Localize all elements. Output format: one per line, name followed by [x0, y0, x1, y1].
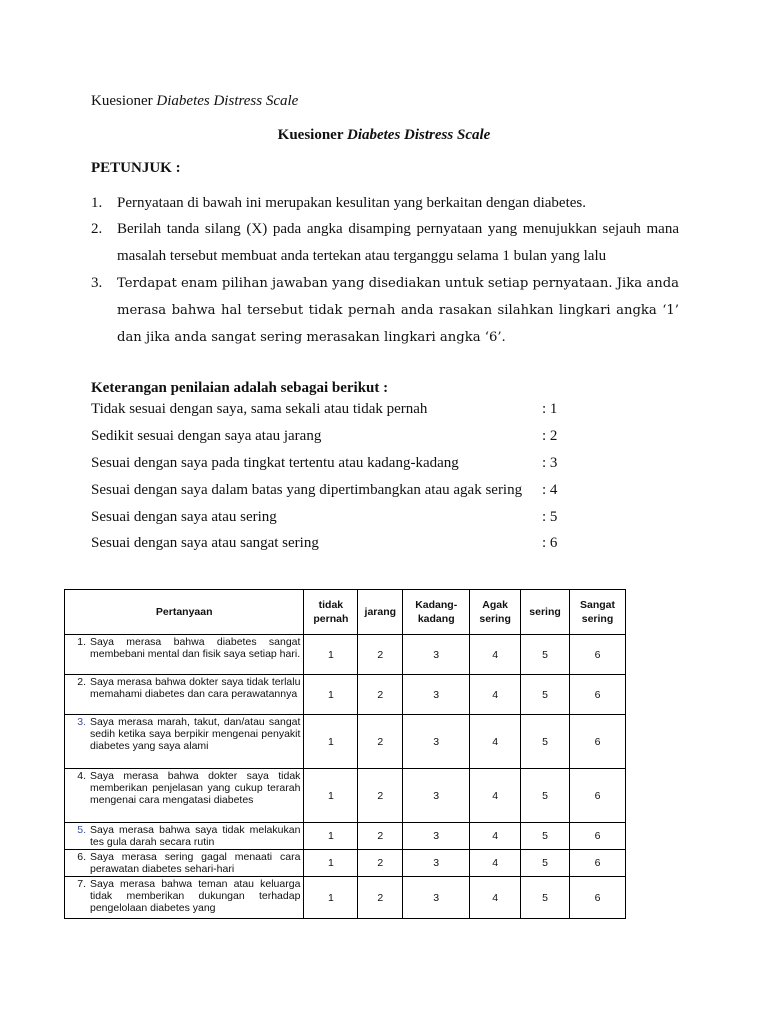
document-title-prefix: Kuesioner — [277, 127, 347, 143]
question-cell — [65, 823, 304, 850]
answer-option[interactable]: 5 — [521, 823, 570, 850]
column-header-agak-sering: Agak sering — [470, 590, 521, 635]
instruction-number: 1. — [91, 195, 103, 211]
table-row — [65, 850, 626, 877]
answer-option[interactable]: 4 — [470, 635, 521, 675]
question-text: Saya merasa bahwa saya tidak melakukan tes gula darah secara rutin — [90, 824, 301, 848]
answer-option[interactable]: 5 — [521, 769, 570, 823]
answer-option[interactable]: 5 — [521, 877, 570, 919]
answer-option[interactable]: 1 — [304, 635, 358, 675]
table-row — [65, 823, 626, 850]
table-row — [65, 769, 626, 823]
instruction-item — [91, 216, 679, 270]
table-row — [65, 877, 626, 919]
table-header-row — [65, 590, 626, 635]
question-number: 2. — [77, 676, 86, 688]
answer-option[interactable]: 3 — [403, 877, 470, 919]
question-cell — [65, 635, 304, 675]
scale-value: : 4 — [542, 482, 558, 498]
question-cell — [65, 850, 304, 877]
question-number: 6. — [77, 851, 86, 863]
answer-option[interactable]: 4 — [470, 769, 521, 823]
answer-option[interactable]: 6 — [570, 769, 626, 823]
instruction-item — [91, 190, 679, 217]
answer-option[interactable]: 5 — [521, 850, 570, 877]
instruction-text: Berilah tanda silang (X) pada angka disamping pernyataan yang menujukkan sejauh mana masalah tersebut membuat anda tertekan atau terganggu selama 1 bulan yang lalu — [117, 221, 679, 264]
answer-option[interactable]: 5 — [521, 675, 570, 715]
question-text: Saya merasa bahwa diabetes sangat membebani mental dan fisik saya setiap hari. — [90, 636, 301, 660]
answer-option[interactable]: 6 — [570, 823, 626, 850]
instruction-number: 3. — [91, 275, 103, 291]
scale-label: Sesuai dengan saya atau sangat sering — [91, 535, 319, 551]
scale-label: Sesuai dengan saya dalam batas yang dipertimbangkan atau agak sering — [91, 482, 523, 498]
answer-option[interactable]: 1 — [304, 675, 358, 715]
page-header-prefix: Kuesioner — [91, 93, 157, 109]
answer-option[interactable]: 1 — [304, 715, 358, 769]
answer-option[interactable]: 6 — [570, 635, 626, 675]
question-cell — [65, 769, 304, 823]
answer-option[interactable]: 3 — [403, 823, 470, 850]
instruction-item — [91, 270, 679, 351]
answer-option[interactable]: 6 — [570, 715, 626, 769]
document-title — [0, 127, 768, 144]
answer-option[interactable]: 3 — [403, 715, 470, 769]
question-cell — [65, 715, 304, 769]
question-number: 7. — [77, 878, 86, 890]
question-number: 1. — [77, 636, 86, 648]
question-text: Saya merasa bahwa dokter saya tidak terlalu memahami diabetes dan cara perawatannya — [90, 676, 301, 700]
answer-option[interactable]: 2 — [358, 877, 403, 919]
question-text: Saya merasa sering gagal menaati cara perawatan diabetes sehari-hari — [90, 851, 301, 875]
scale-label: Tidak sesuai dengan saya, sama sekali atau tidak pernah — [91, 401, 428, 417]
instructions-heading: PETUNJUK : — [91, 160, 181, 176]
column-header-sering: sering — [521, 590, 570, 635]
column-header-jarang: jarang — [358, 590, 403, 635]
table-row — [65, 675, 626, 715]
answer-option[interactable]: 2 — [358, 635, 403, 675]
page-header-italic: Diabetes Distress Scale — [156, 93, 299, 109]
answer-option[interactable]: 1 — [304, 823, 358, 850]
question-cell — [65, 877, 304, 919]
answer-option[interactable]: 3 — [403, 675, 470, 715]
answer-option[interactable]: 6 — [570, 850, 626, 877]
column-header-tidak-pernah: tidak pernah — [304, 590, 358, 635]
answer-option[interactable]: 4 — [470, 675, 521, 715]
answer-option[interactable]: 5 — [521, 715, 570, 769]
scale-label: Sesuai dengan saya atau sering — [91, 509, 277, 525]
question-number: 4. — [77, 770, 86, 782]
scale-value: : 2 — [542, 428, 558, 444]
answer-option[interactable]: 4 — [470, 877, 521, 919]
questionnaire-table — [64, 589, 626, 919]
scale-value: : 5 — [542, 509, 558, 525]
answer-option[interactable]: 1 — [304, 850, 358, 877]
scale-value: : 1 — [542, 401, 558, 417]
question-text: Saya merasa marah, takut, dan/atau sangat sedih ketika saya berpikir mengenai penyakit diabetes yang saya alami — [90, 716, 301, 752]
answer-option[interactable]: 1 — [304, 769, 358, 823]
table-row — [65, 635, 626, 675]
column-header-pertanyaan: Pertanyaan — [65, 590, 304, 635]
page-header — [91, 93, 298, 110]
answer-option[interactable]: 4 — [470, 850, 521, 877]
question-number: 5. — [77, 824, 86, 836]
answer-option[interactable]: 3 — [403, 769, 470, 823]
answer-option[interactable]: 4 — [470, 715, 521, 769]
question-text: Saya merasa bahwa teman atau keluarga tidak memberikan dukungan terhadap pengelolaan diabetes yang — [90, 878, 301, 914]
answer-option[interactable]: 2 — [358, 675, 403, 715]
scale-label: Sesuai dengan saya pada tingkat tertentu atau kadang-kadang — [91, 455, 459, 471]
scale-value: : 6 — [542, 535, 558, 551]
question-number: 3. — [77, 716, 86, 728]
answer-option[interactable]: 3 — [403, 850, 470, 877]
table-row — [65, 715, 626, 769]
answer-option[interactable]: 3 — [403, 635, 470, 675]
column-header-sangat-sering: Sangat sering — [570, 590, 626, 635]
answer-option[interactable]: 5 — [521, 635, 570, 675]
answer-option[interactable]: 2 — [358, 850, 403, 877]
scale-value: : 3 — [542, 455, 558, 471]
answer-option[interactable]: 2 — [358, 823, 403, 850]
instruction-text: Pernyataan di bawah ini merupakan kesulitan yang berkaitan dengan diabetes. — [117, 195, 586, 211]
scale-heading: Keterangan penilaian adalah sebagai berikut : — [91, 380, 389, 396]
answer-option[interactable]: 1 — [304, 877, 358, 919]
column-header-kadang-kadang: Kadang-kadang — [403, 590, 470, 635]
question-text: Saya merasa bahwa dokter saya tidak memberikan penjelasan yang cukup terarah mengenai cara mengatasi diabetes — [90, 770, 301, 806]
question-cell — [65, 675, 304, 715]
document-title-italic: Diabetes Distress Scale — [346, 127, 491, 143]
answer-option[interactable]: 2 — [358, 715, 403, 769]
answer-option[interactable]: 2 — [358, 769, 403, 823]
answer-option[interactable]: 6 — [570, 675, 626, 715]
answer-option[interactable]: 6 — [570, 877, 626, 919]
scale-label: Sedikit sesuai dengan saya atau jarang — [91, 428, 322, 444]
answer-option[interactable]: 4 — [470, 823, 521, 850]
instruction-text: Terdapat enam pilihan jawaban yang disediakan untuk setiap pernyataan. Jika anda merasa bahwa hal tersebut tidak pernah anda rasakan silahkan lingkari angka ‘1’ dan jika anda sangat sering merasakan lingkari angka ‘6’. — [117, 276, 679, 345]
instruction-number: 2. — [91, 221, 103, 237]
